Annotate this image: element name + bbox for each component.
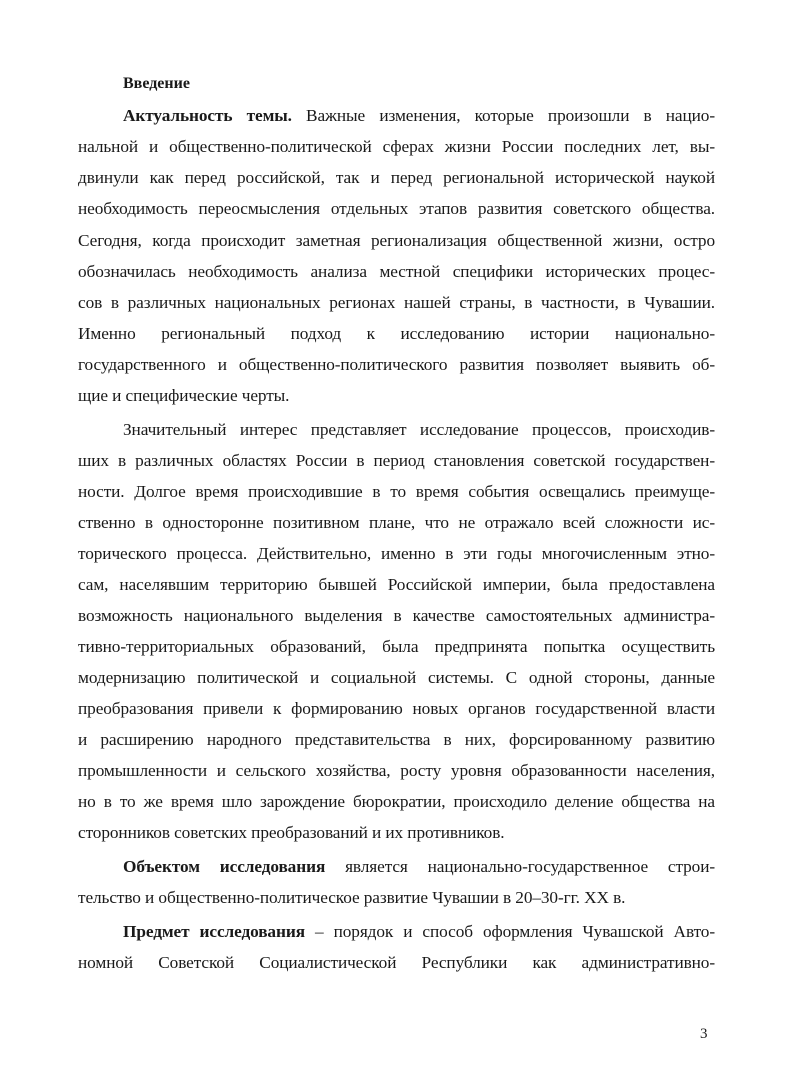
paragraph-line: Актуальность темы. Важные изменения, которые произошли в нацио-: [123, 106, 715, 125]
paragraph-line: государственного и общественно-политического развития позволяет выявить об-: [78, 355, 715, 374]
lead-term: Объектом исследования: [123, 857, 326, 876]
paragraph-line: ности. Долгое время происходившие в то время события освещались преимуще-: [78, 482, 715, 501]
paragraph-line: Значительный интерес представляет исследование процессов, происходив-: [123, 420, 715, 439]
paragraph-line: Именно региональный подход к исследованию истории национально-: [78, 324, 715, 343]
paragraph-line: обозначилась необходимость анализа местной специфики исторических процес-: [78, 262, 715, 281]
paragraph-line: возможность национального выделения в качестве самостоятельных администра-: [78, 606, 715, 625]
page-number: 3: [700, 1026, 708, 1042]
paragraph-line: модернизацию политической и социальной системы. С одной стороны, данные: [78, 668, 715, 687]
paragraph-line: Сегодня, когда происходит заметная регионализация общественной жизни, остро: [78, 231, 715, 250]
paragraph-line: преобразования привели к формированию новых органов государственной власти: [78, 699, 715, 718]
section-heading: Введение: [123, 75, 190, 92]
paragraph-line: Объектом исследования является национально-государственное строи-: [123, 857, 716, 876]
paragraph-line: но в то же время шло зарождение бюрократии, происходило деление общества на: [78, 792, 715, 811]
paragraph-line: промышленности и сельского хозяйства, росту уровня образованности населения,: [78, 761, 715, 780]
paragraph-line: сторонников советских преобразований и их противников.: [78, 823, 505, 842]
paragraph-line: сов в различных национальных регионах нашей страны, в частности, в Чувашии.: [78, 293, 715, 312]
paragraph-line: ших в различных областях России в период становления советской государствен-: [78, 451, 715, 470]
paragraph-line: номной Советской Социалистической Республики как административно-: [78, 953, 715, 972]
paragraph-line: Предмет исследования – порядок и способ оформления Чувашской Авто-: [123, 922, 715, 941]
paragraph-line: нальной и общественно-политической сферах жизни России последних лет, вы-: [78, 137, 715, 156]
paragraph-line: тельство и общественно-политическое развитие Чувашии в 20–30-гг. XX в.: [78, 888, 626, 907]
paragraph-line: торического процесса. Действительно, именно в эти годы многочисленным этно-: [78, 544, 715, 563]
paragraph-line: и расширению народного представительства в них, форсированному развитию: [78, 730, 715, 749]
lead-term: Актуальность темы.: [123, 106, 292, 125]
paragraph-line: щие и специфические черты.: [78, 386, 290, 405]
lead-term: Предмет исследования: [123, 922, 305, 941]
paragraph-line: ственно в односторонне позитивном плане, что не отражало всей сложности ис-: [78, 513, 715, 532]
paragraph-line: тивно-территориальных образований, была предпринята попытка осуществить: [78, 637, 715, 656]
paragraph-line: сам, населявшим территорию бывшей Российской империи, была предоставлена: [78, 575, 715, 594]
paragraph-line: двинули как перед российской, так и перед региональной исторической наукой: [78, 168, 715, 187]
paragraph-line: необходимость переосмысления отдельных этапов развития советского общества.: [78, 199, 715, 218]
